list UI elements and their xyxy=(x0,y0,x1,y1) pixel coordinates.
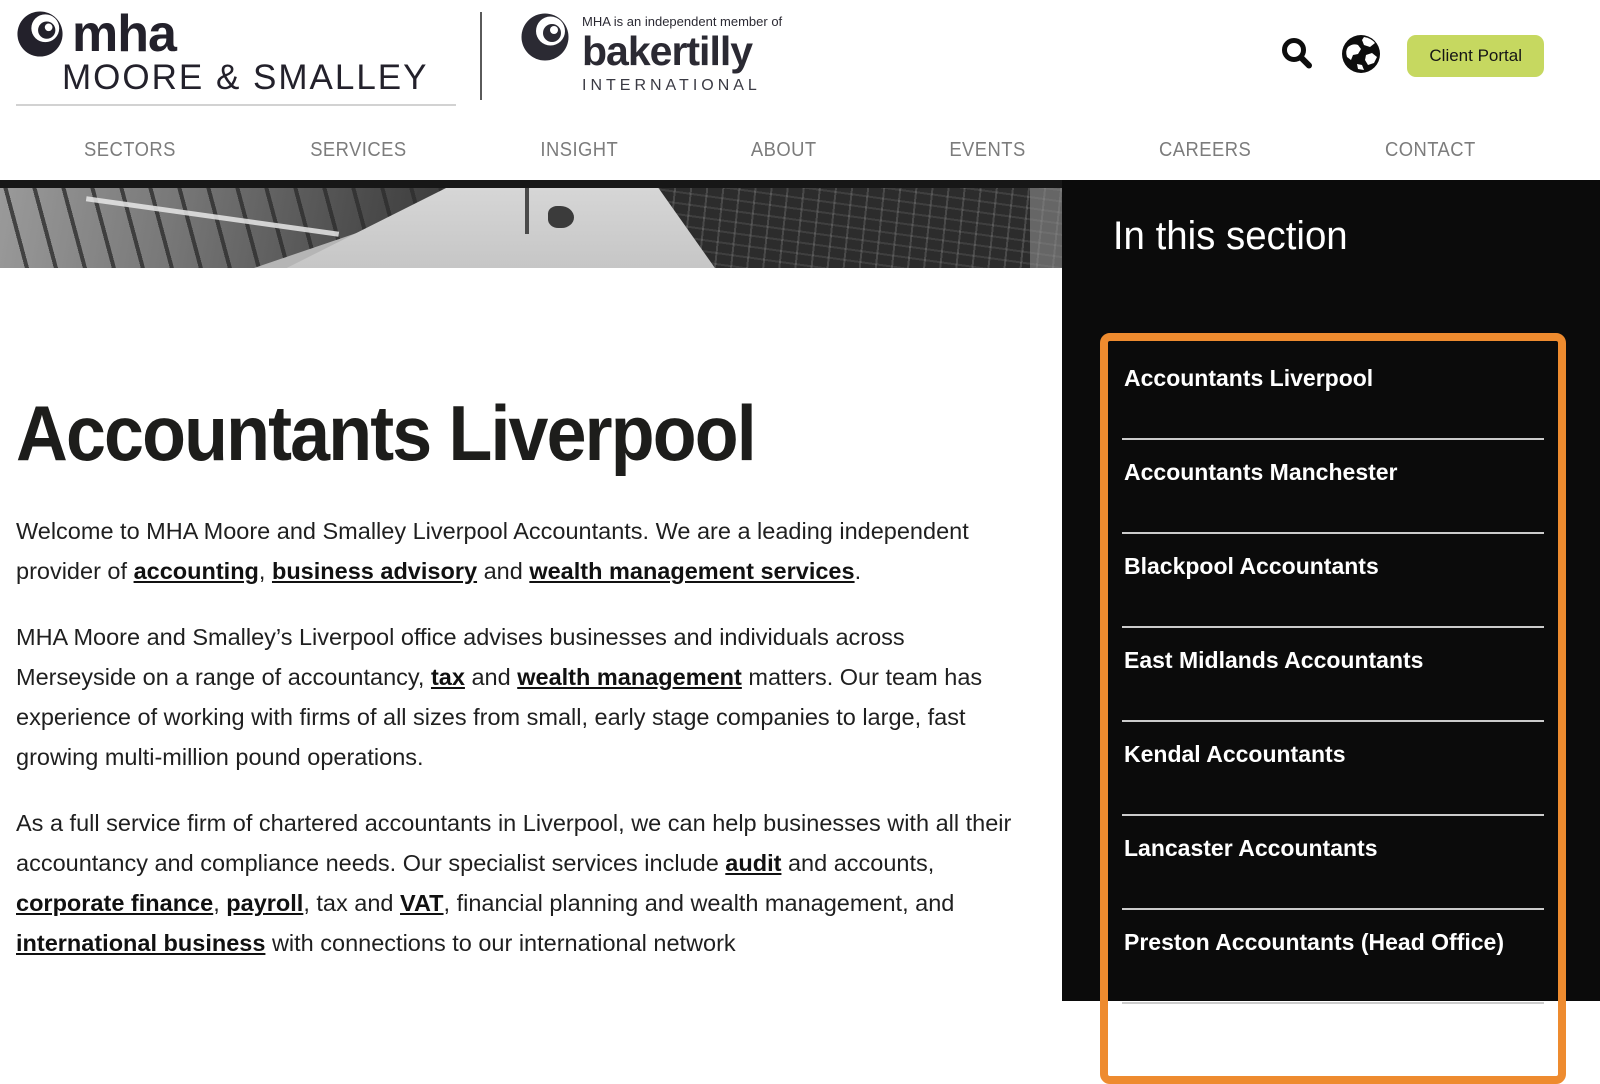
section-links-list xyxy=(1122,346,1544,1072)
inline-link[interactable]: international business xyxy=(16,930,266,956)
nav-item-careers[interactable]: CAREERS xyxy=(1158,138,1252,161)
section-link[interactable]: Kendal Accountants xyxy=(1124,741,1346,767)
bakertilly-tagline: MHA is an independent member of xyxy=(582,14,783,29)
section-sidebar xyxy=(1062,180,1600,1049)
bakertilly-name: bakertilly xyxy=(582,28,753,74)
content-paragraphs xyxy=(16,511,1012,963)
inline-link[interactable]: wealth management services xyxy=(529,558,855,584)
content-paragraph: MHA Moore and Smalley’s Liverpool office advises businesses and individuals across Merseyside on a range of accountancy, tax and wealth management matters. Our team has experience of working with firms of all sizes from small, early stage companies to large, fast growing multi-million pound operations. xyxy=(16,624,983,770)
hero-image-detail xyxy=(0,180,1062,188)
section-link[interactable]: Preston Accountants (Head Office) xyxy=(1124,929,1504,955)
sidebar-heading: In this section xyxy=(1112,214,1348,258)
inline-link[interactable]: payroll xyxy=(226,890,304,916)
inline-link[interactable]: audit xyxy=(725,850,782,876)
nav-item-contact[interactable]: CONTACT xyxy=(1385,138,1477,161)
header-actions xyxy=(1279,34,1544,77)
hero-image-detail xyxy=(1030,188,1062,268)
section-link[interactable]: East Midlands Accountants xyxy=(1124,647,1424,673)
inline-link[interactable]: accounting xyxy=(133,558,259,584)
section-list-item xyxy=(1122,440,1544,534)
client-portal-button[interactable]: Client Portal xyxy=(1407,35,1544,77)
content-paragraph: As a full service firm of chartered accountants in Liverpool, we can help businesses with all their accountancy and compliance needs. Our specialist services include audit and accounts, corporate finance, payroll, tax and VAT, financial planning and wealth management, and international business with connections to our international network xyxy=(16,810,1012,956)
section-links-box xyxy=(1100,333,1566,1084)
bakertilly-subname: INTERNATIONAL xyxy=(582,77,761,94)
content-paragraph: Welcome to MHA Moore and Smalley Liverpool Accountants. We are a leading independent provider of accounting, business advisory and wealth management services. xyxy=(16,518,969,584)
section-link[interactable]: Lancaster Accountants xyxy=(1124,835,1378,861)
hero-image-detail xyxy=(548,206,574,228)
hero-image-detail xyxy=(525,188,529,234)
section-link[interactable]: Accountants Liverpool xyxy=(1124,365,1374,391)
main-region xyxy=(0,180,1600,1049)
brand-name: mha xyxy=(72,5,176,63)
search-icon xyxy=(1279,36,1315,75)
nav-item-services[interactable]: SERVICES xyxy=(310,138,407,161)
main-nav xyxy=(0,120,1600,180)
page-title: Accountants Liverpool xyxy=(16,389,755,477)
section-list-item xyxy=(1122,628,1544,722)
logo-divider xyxy=(480,12,482,100)
section-list-item xyxy=(1122,910,1544,1004)
inline-link[interactable]: wealth management xyxy=(517,664,742,690)
section-list-item xyxy=(1122,1004,1544,1072)
nav-item-insight[interactable]: INSIGHT xyxy=(540,138,619,161)
content-body xyxy=(0,388,1062,963)
header-top xyxy=(0,0,1600,120)
site-header xyxy=(0,0,1600,180)
mha-swirl-icon xyxy=(16,10,64,58)
section-link[interactable]: Southport Accountants xyxy=(1124,1023,1379,1049)
section-list-item xyxy=(1122,816,1544,910)
bakertilly-logo xyxy=(520,12,782,95)
hero-image xyxy=(0,180,1062,268)
nav-item-events[interactable]: EVENTS xyxy=(948,138,1026,161)
hero-image-detail xyxy=(658,188,1062,268)
inline-link[interactable]: business advisory xyxy=(271,558,478,584)
content-column xyxy=(0,180,1062,1001)
nav-item-sectors[interactable]: SECTORS xyxy=(83,138,176,161)
bakertilly-swirl-icon xyxy=(520,12,570,95)
language-button[interactable] xyxy=(1341,34,1381,77)
inline-link[interactable]: corporate finance xyxy=(16,890,214,916)
section-link[interactable]: Blackpool Accountants xyxy=(1124,553,1379,579)
logo-underline xyxy=(16,104,456,106)
search-button[interactable] xyxy=(1279,36,1315,75)
section-list-item xyxy=(1122,346,1544,440)
globe-icon xyxy=(1341,34,1381,77)
mha-logo[interactable] xyxy=(16,5,429,97)
nav-item-about[interactable]: ABOUT xyxy=(750,138,817,161)
section-list-item xyxy=(1122,534,1544,628)
section-link[interactable]: Accountants Manchester xyxy=(1124,459,1398,485)
inline-link[interactable]: tax xyxy=(430,664,465,690)
brand-subname: MOORE & SMALLEY xyxy=(62,58,429,97)
inline-link[interactable]: VAT xyxy=(400,890,444,916)
section-list-item xyxy=(1122,722,1544,816)
